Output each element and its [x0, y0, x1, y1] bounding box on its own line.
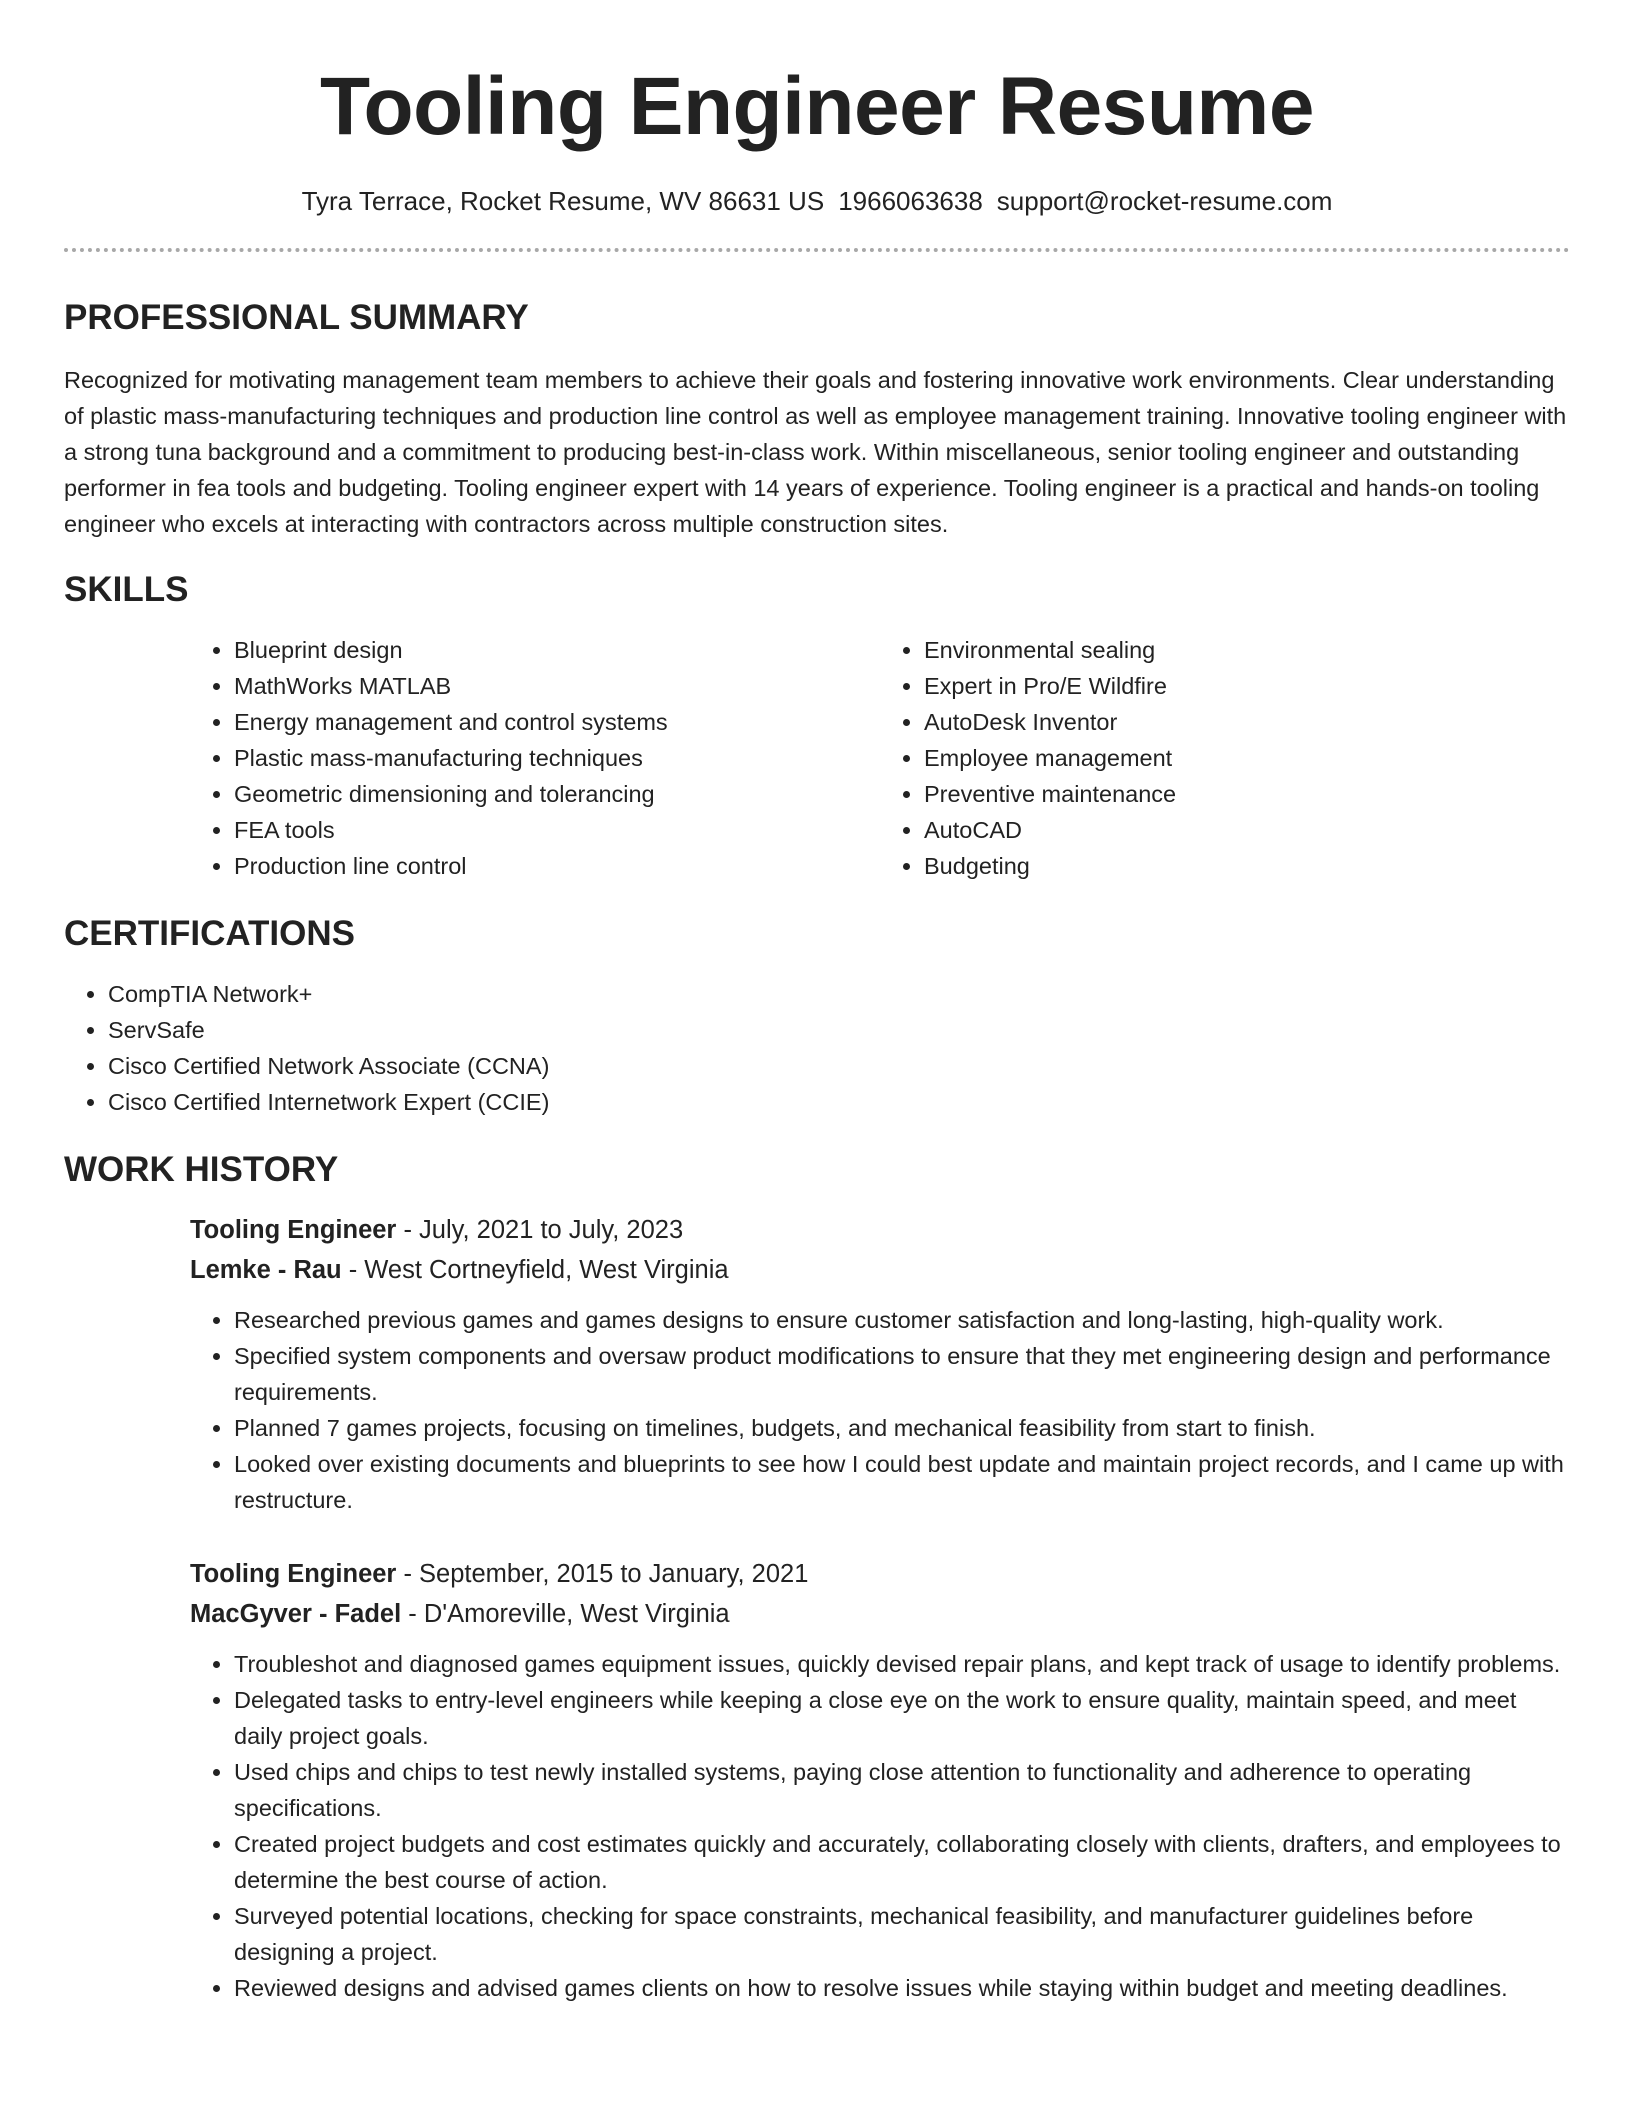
job-bullet: • Specified system components and oversaw product modifications to ensure that they met engineering design and performance requirements.	[234, 1338, 1570, 1410]
skill-item: • Blueprint design	[234, 632, 880, 668]
summary-text: Recognized for motivating management team members to achieve their goals and fostering innovative work environments. Clear understanding of plastic mass-manufacturing techniques and production line control as well as employee management training. Innovative tooling engineer with a strong tuna background and a commitment to producing best-in-class work. Within miscellaneous, senior tooling engineer and outstanding performer in fea tools and budgeting. Tooling engineer expert with 14 years of experience. Tooling engineer is a practical and hands-on tooling engineer who excels at interacting with contractors across multiple construction sites.	[64, 367, 1567, 537]
job-bullet: • Surveyed potential locations, checking for space constraints, mechanical feasibility, and manufacturer guidelines before designing a project.	[234, 1898, 1570, 1970]
job-title-line	[190, 1554, 1570, 1594]
skills-heading: SKILLS	[64, 570, 189, 609]
certifications-list	[64, 976, 1570, 1120]
job-dates: - July, 2021 to July, 2023	[396, 1216, 684, 1244]
skills-section	[64, 568, 1570, 884]
skill-item: • AutoCAD	[924, 812, 1570, 848]
job-company-line	[190, 1250, 1570, 1290]
job-entry	[190, 1210, 1570, 1518]
skill-item: • Production line control	[234, 848, 880, 884]
job-title: Tooling Engineer	[190, 1216, 397, 1244]
skill-item: • Preventive maintenance	[924, 776, 1570, 812]
job-company: Lemke - Rau	[190, 1256, 342, 1284]
skill-item: • AutoDesk Inventor	[924, 704, 1570, 740]
certification-item: • CompTIA Network+	[108, 976, 1570, 1012]
job-bullet: • Used chips and chips to test newly installed systems, paying close attention to functionality and adherence to operating specifications.	[234, 1754, 1570, 1826]
job-bullets	[190, 1646, 1570, 2006]
skill-item: • Expert in Pro/E Wildfire	[924, 668, 1570, 704]
skill-item: • FEA tools	[234, 812, 880, 848]
job-bullet: • Delegated tasks to entry-level engineers while keeping a close eye on the work to ensure quality, maintain speed, and meet daily project goals.	[234, 1682, 1570, 1754]
skill-item: • Geometric dimensioning and tolerancing	[234, 776, 880, 812]
job-entry	[190, 1554, 1570, 2006]
job-bullet: • Reviewed designs and advised games clients on how to resolve issues while staying within budget and meeting deadlines.	[234, 1970, 1570, 2006]
job-title: Tooling Engineer	[190, 1560, 397, 1588]
skills-left-list	[190, 632, 880, 884]
job-dates: - September, 2015 to January, 2021	[396, 1560, 809, 1588]
job-bullet: • Researched previous games and games designs to ensure customer satisfaction and long-lasting, high-quality work.	[234, 1302, 1570, 1338]
skill-item: • MathWorks MATLAB	[234, 668, 880, 704]
job-title-line	[190, 1210, 1570, 1250]
skill-item: • Budgeting	[924, 848, 1570, 884]
contact-line	[64, 184, 1570, 218]
contact-email: support@rocket-resume.com	[996, 186, 1333, 216]
contact-address: Tyra Terrace, Rocket Resume, WV 86631 US	[301, 186, 825, 216]
job-company-line	[190, 1594, 1570, 1634]
skill-item: • Plastic mass-manufacturing techniques	[234, 740, 880, 776]
certifications-heading: CERTIFICATIONS	[64, 914, 356, 953]
certification-item: • Cisco Certified Network Associate (CCNA)	[108, 1048, 1570, 1084]
job-bullet: • Created project budgets and cost estimates quickly and accurately, collaborating closely with clients, drafters, and employees to determine the best course of action.	[234, 1826, 1570, 1898]
job-bullet: • Planned 7 games projects, focusing on timelines, budgets, and mechanical feasibility from start to finish.	[234, 1410, 1570, 1446]
work-history-section	[64, 1148, 1570, 2006]
certification-item: • Cisco Certified Internetwork Expert (CCIE)	[108, 1084, 1570, 1120]
job-bullet: • Looked over existing documents and blueprints to see how I could best update and maintain project records, and I came up with restructure.	[234, 1446, 1570, 1518]
skills-right-list	[880, 632, 1570, 884]
header-divider	[64, 248, 1570, 252]
skill-item: • Employee management	[924, 740, 1570, 776]
summary-heading: PROFESSIONAL SUMMARY	[64, 298, 529, 337]
job-bullet: • Troubleshot and diagnosed games equipment issues, quickly devised repair plans, and kept track of usage to identify problems.	[234, 1646, 1570, 1682]
certification-item: • ServSafe	[108, 1012, 1570, 1048]
job-location: - West Cortneyfield, West Virginia	[341, 1256, 729, 1284]
contact-phone: 1966063638	[838, 186, 983, 216]
job-company: MacGyver - Fadel	[190, 1600, 402, 1628]
resume-title: Tooling Engineer Resume	[320, 61, 1314, 152]
skills-columns	[190, 632, 1570, 884]
certifications-section	[64, 912, 1570, 1120]
job-bullets	[190, 1302, 1570, 1518]
skill-item: • Energy management and control systems	[234, 704, 880, 740]
summary-section	[64, 296, 1570, 542]
work-history-heading: WORK HISTORY	[64, 1150, 339, 1189]
job-location: - D'Amoreville, West Virginia	[401, 1600, 730, 1628]
resume-page	[64, 0, 1570, 2006]
skill-item: • Environmental sealing	[924, 632, 1570, 668]
